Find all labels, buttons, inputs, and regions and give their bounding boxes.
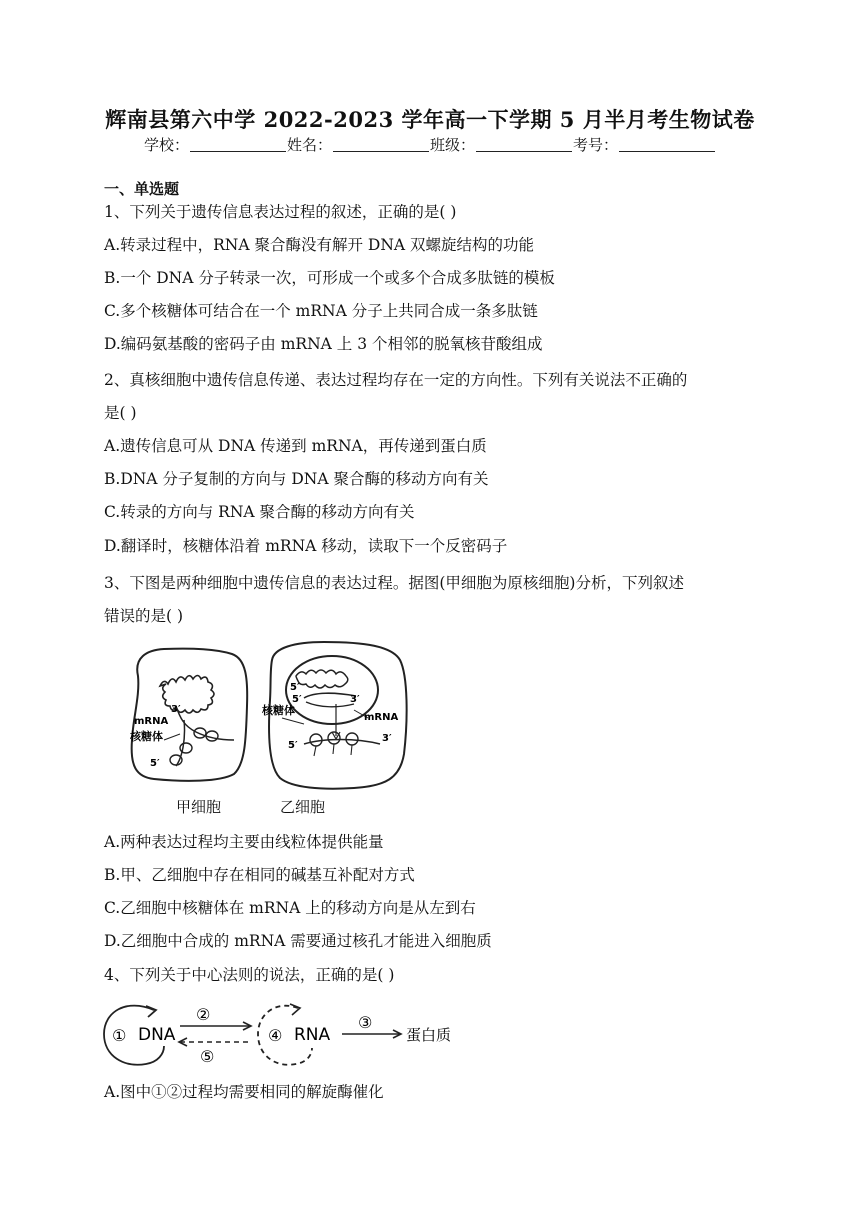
euk-3prime-label-bottom: 3′ [382, 733, 392, 744]
prok-mrna-label: mRNA [134, 716, 169, 727]
nuclear-dna-squiggle [296, 670, 348, 688]
name-blank [333, 136, 429, 152]
question-4-stem: 4、下列关于中心法则的说法，正确的是( ) [104, 966, 395, 984]
question-3-option-a: A.两种表达过程均主要由线粒体提供能量 [104, 833, 384, 851]
prok-ribosome-label: 核糖体 [130, 730, 163, 743]
class-label: 班级： [430, 136, 476, 154]
euk-ribosome-label: 核糖体 [262, 704, 295, 717]
question-3-stem-line1: 3、下图是两种细胞中遗传信息的表达过程。据图(甲细胞为原核细胞)分析，下列叙述 [104, 574, 684, 592]
question-1-option-b: B.一个 DNA 分子转录一次，可形成一个或多个合成多肽链的模板 [104, 269, 555, 287]
question-1-option-d: D.编码氨基酸的密码子由 mRNA 上 3 个相邻的脱氧核苷酸组成 [104, 335, 543, 353]
question-1-option-a: A.转录过程中，RNA 聚合酶没有解开 DNA 双螺旋结构的功能 [104, 236, 535, 254]
dna-label: DNA [138, 1025, 176, 1045]
question-1-option-c: C.多个核糖体可结合在一个 mRNA 分子上共同合成一条多肽链 [104, 302, 538, 320]
euk-5prime-label-bottom: 5′ [288, 740, 298, 751]
caption-eukaryote: 乙细胞 [280, 798, 326, 816]
question-2-option-b: B.DNA 分子复制的方向与 DNA 聚合酶的移动方向有关 [104, 470, 489, 488]
page-title: 辉南县第六中学 2022-2023 学年高一下学期 5 月半月考生物试卷 [105, 107, 755, 132]
exam-no-label: 考号： [573, 136, 619, 154]
rna-label: RNA [294, 1025, 331, 1045]
question-3-stem-line2: 错误的是( ) [104, 607, 184, 625]
question-1-stem: 1、下列关于遗传信息表达过程的叙述，正确的是( ) [104, 203, 457, 221]
question-3-option-d: D.乙细胞中合成的 mRNA 需要通过核孔才能进入细胞质 [104, 932, 492, 950]
caption-prokaryote: 甲细胞 [176, 798, 222, 816]
prok-5prime-label: 5′ [150, 758, 160, 769]
circular-dna-squiggle [160, 676, 214, 714]
class-blank [476, 136, 572, 152]
label-1: ① [112, 1026, 127, 1045]
cells-figure [124, 640, 424, 796]
student-info-row [0, 134, 860, 155]
label-4: ④ [268, 1026, 283, 1045]
school-label: 学校： [143, 136, 189, 154]
question-3-option-b: B.甲、乙细胞中存在相同的碱基互补配对方式 [104, 866, 415, 884]
question-3-option-c: C.乙细胞中核糖体在 mRNA 上的移动方向是从左到右 [104, 899, 476, 917]
question-4-option-a: A.图中①②过程均需要相同的解旋酶催化 [104, 1083, 384, 1101]
section-title: 一、单选题 [104, 180, 180, 198]
euk-mrna-label: mRNA [364, 712, 399, 723]
exam-no-blank [619, 136, 715, 152]
euk-5prime-label-mid: 5′ [292, 694, 302, 705]
prok-3prime-label: 3′ [171, 704, 181, 715]
cells-figure-svg [124, 640, 424, 792]
central-dogma-diagram [100, 998, 470, 1074]
question-2-stem-line2: 是( ) [104, 404, 137, 422]
school-blank [190, 136, 286, 152]
name-label: 姓名： [286, 136, 332, 154]
label-2: ② [196, 1005, 211, 1024]
protein-label: 蛋白质 [406, 1026, 452, 1044]
question-2-option-c: C.转录的方向与 RNA 聚合酶的移动方向有关 [104, 503, 415, 521]
label-5: ⑤ [200, 1047, 215, 1066]
central-dogma-svg [100, 998, 470, 1070]
question-2-stem-line1: 2、真核细胞中遗传信息传递、表达过程均存在一定的方向性。下列有关说法不正确的 [104, 371, 688, 389]
euk-5prime-label-top: 5′ [290, 682, 300, 693]
eukaryote-cell [261, 642, 407, 789]
label-3: ③ [358, 1013, 373, 1032]
prokaryote-cell [129, 649, 247, 781]
question-2-option-a: A.遗传信息可从 DNA 传递到 mRNA，再传递到蛋白质 [104, 437, 487, 455]
euk-3prime-label-top: 3′ [350, 694, 360, 705]
question-2-option-d: D.翻译时，核糖体沿着 mRNA 移动，读取下一个反密码子 [104, 537, 508, 555]
